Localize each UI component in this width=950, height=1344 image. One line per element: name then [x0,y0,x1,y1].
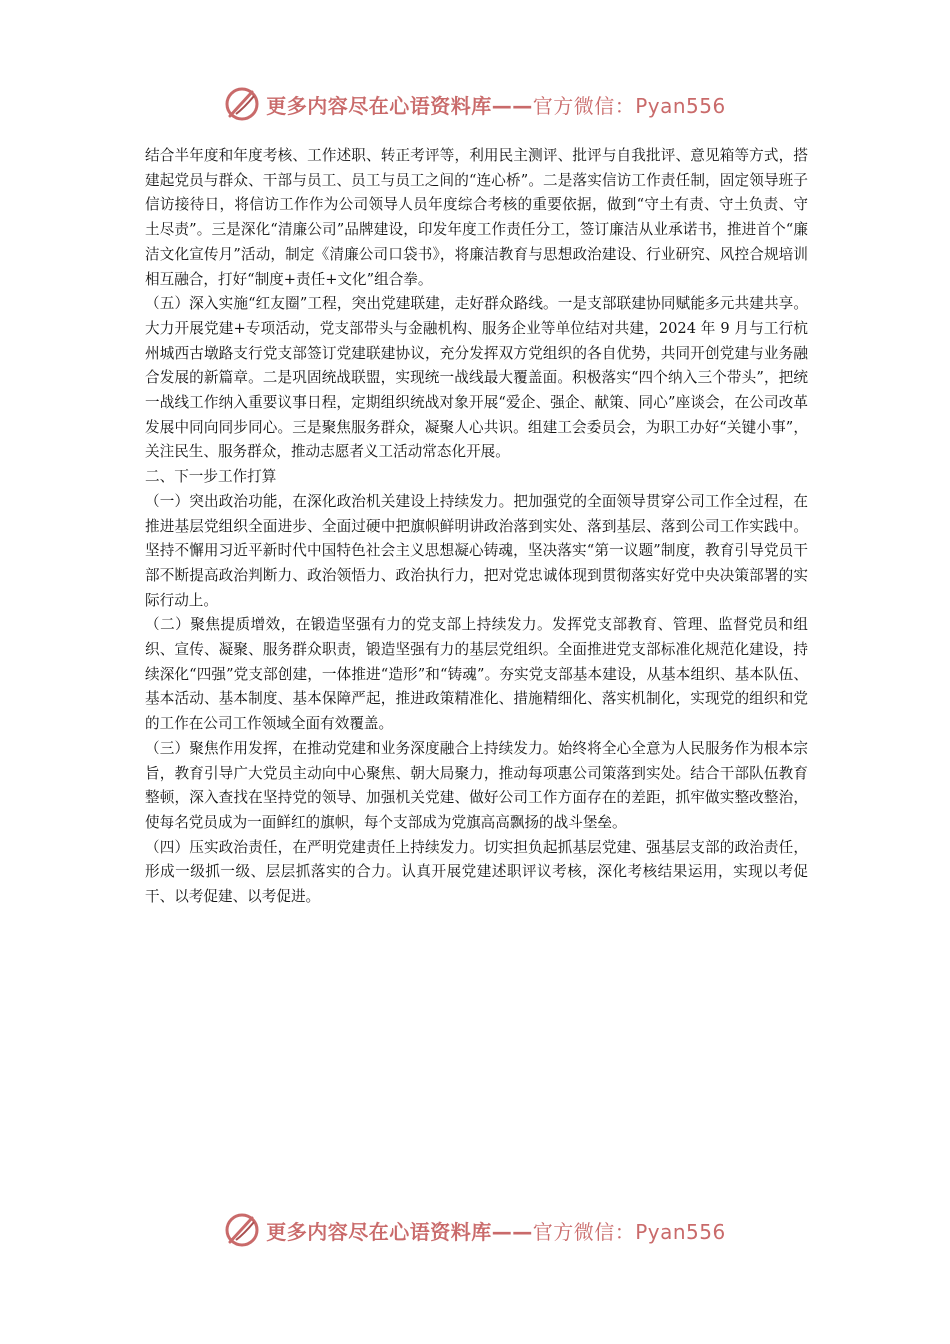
footer-brand-name: 更多内容尽在心语资料库 [266,1219,492,1244]
footer-dash: —— [491,1219,533,1244]
footer-banner [0,1210,950,1250]
paragraph-4: （二）聚焦提质增效，在锻造坚强有力的党支部上持续发力。发挥党支部教育、管理、监督党员和组织、宣传、凝聚、服务群众职责，锻造坚强有力的基层党组织。全面推进党支部标准化规范化建设，持续深化“四强”党支部创建，一体推进“造形”和“铸魂”。夯实党支部基本建设，从基本组织、基本队伍、基本活动、基本制度、基本保障严起，推进政策精准化、措施精细化、落实机制化，实现党的组织和党的工作在公司工作领域全面有效覆盖。 [145,616,808,733]
footer-brand-text [266,1216,726,1245]
footer-wechat: 官方微信：Pyan556 [532,1219,726,1244]
header-dash: —— [491,93,533,118]
brush-logo-icon [224,86,260,122]
paragraph-3: （一）突出政治功能，在深化政治机关建设上持续发力。把加强党的全面领导贯穿公司工作全过程，在推进基层党组织全面进步、全面过硬中把旗帜鲜明讲政治落到实处、落到基层、落到公司工作实践中。坚持不懈用习近平新时代中国特色社会主义思想凝心铸魂，坚决落实“第一议题”制度，教育引导党员干部不断提高政治判断力、政治领悟力、政治执行力，把对党忠诚体现到贯彻落实好党中央决策部署的实际行动上。 [145,492,808,609]
paragraph-6: （四）压实政治责任，在严明党建责任上持续发力。切实担负起抓基层党建、强基层支部的政治责任，形成一级抓一级、层层抓落实的合力。认真开展党建述职评议考核，深化考核结果运用，实现以考促干、以考促建、以考促进。 [145,838,808,906]
header-wechat: 官方微信：Pyan556 [532,93,726,118]
brush-logo-icon [224,1212,260,1248]
document-body [145,144,808,910]
header-banner [0,84,950,124]
section-heading: 二、下一步工作打算 [145,468,277,486]
header-brand-name: 更多内容尽在心语资料库 [266,93,492,118]
paragraph-2: （五）深入实施“红友圈”工程，突出党建联建，走好群众路线。一是支部联建协同赋能多元共建共享。大力开展党建+专项活动，党支部带头与金融机构、服务企业等单位结对共建，2024 年 9 月与工行杭州城西古墩路支行党支部签订党建联建协议，充分发挥双方党组织的各自优势，共同开创党建与业务融合发展的新篇章。二是巩固统战联盟，实现统一战线最大覆盖面。积极落实“四个纳入三个带头”，把统一战线工作纳入重要议事日程，定期组织统战对象开展“爱企、强企、献策、同心”座谈会，在公司改革发展中同向同步同心。三是聚焦服务群众，凝聚人心共识。组建工会委员会，为职工办好“关键小事”，关注民生、服务群众，推动志愿者义工活动常态化开展。 [145,295,808,461]
paragraph-5: （三）聚焦作用发挥，在推动党建和业务深度融合上持续发力。始终将全心全意为人民服务作为根本宗旨，教育引导广大党员主动向中心聚焦、朝大局聚力，推动每项惠公司策落到实处。结合干部队伍教育整顿，深入查找在坚持党的领导、加强机关党建、做好公司工作方面存在的差距，抓牢做实整改整治，使每名党员成为一面鲜红的旗帜，每个支部成为党旗高高飘扬的战斗堡垒。 [145,739,808,831]
paragraph-1: 结合半年度和年度考核、工作述职、转正考评等，利用民主测评、批评与自我批评、意见箱等方式，搭建起党员与群众、干部与员工、员工与员工之间的“连心桥”。二是落实信访工作责任制，固定领导班子信访接待日，将信访工作作为公司领导人员年度综合考核的重要依据，做到“守土有责、守土负责、守土尽责”。三是深化“清廉公司”品牌建设，印发年度工作责任分工，签订廉洁从业承诺书，推进首个“廉洁文化宣传月”活动，制定《清廉公司口袋书》，将廉洁教育与思想政治建设、行业研究、风控合规培训相互融合，打好“制度+责任+文化”组合拳。 [145,147,808,288]
header-brand-text [266,90,726,119]
